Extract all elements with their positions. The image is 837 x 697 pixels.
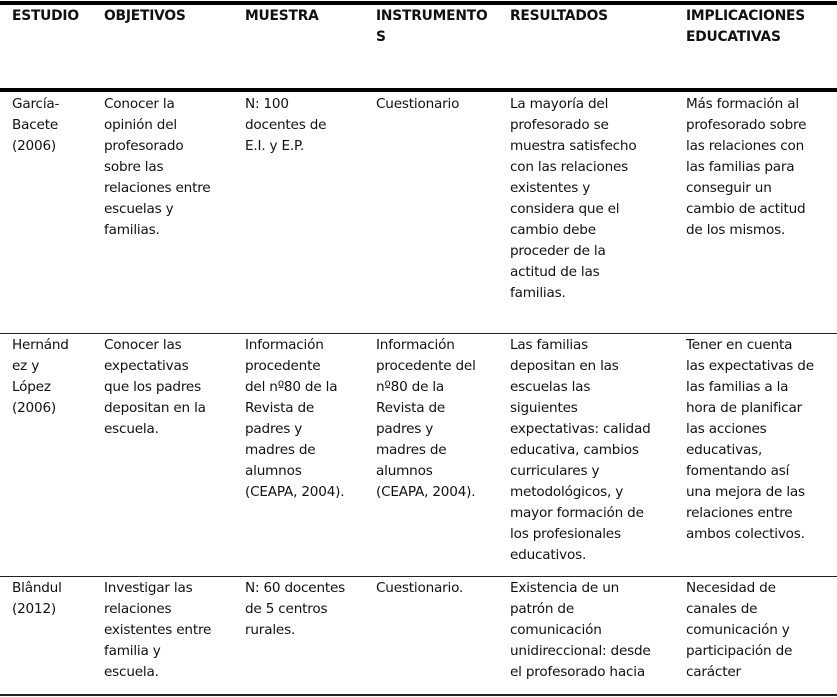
header-estudio: ESTUDIO — [12, 8, 79, 24]
header-bottom-border — [0, 88, 837, 92]
cell-instrumentos: Cuestionario — [376, 96, 460, 112]
cell-objetivos: Conocer la opinión del profesorado sobre las relaciones entre escuelas y familias. — [104, 96, 211, 238]
cell-estudio: Hernánd ez y López (2006) — [12, 337, 69, 416]
cell-implicaciones: Más formación al profesorado sobre las relaciones con las familias para conseguir un cambio de actitud de los mismos. — [686, 96, 807, 238]
cell-instrumentos: Cuestionario. — [376, 580, 464, 596]
header-implicaciones: IMPLICACIONES EDUCATIVAS — [686, 8, 805, 45]
cell-muestra: N: 100 docentes de E.I. y E.P. — [245, 96, 327, 154]
cell-implicaciones: Necesidad de canales de comunicación y participación de carácter — [686, 580, 793, 680]
cell-objetivos: Conocer las expectativas que los padres depositan en la escuela. — [104, 337, 206, 437]
cell-muestra: N: 60 docentes de 5 centros rurales. — [245, 580, 346, 638]
cell-resultados: La mayoría del profesorado se muestra satisfecho con las relaciones existentes y considera que el cambio debe proceder de la actitud de las familias. — [510, 96, 637, 301]
row-divider — [0, 333, 837, 334]
cell-estudio: García- Bacete (2006) — [12, 96, 60, 154]
header-muestra: MUESTRA — [245, 8, 319, 24]
cell-objetivos: Investigar las relaciones existentes entre familia y escuela. — [104, 580, 212, 680]
cell-estudio: Blândul (2012) — [12, 580, 62, 617]
cell-muestra: Información procedente del nº80 de la Revista de padres y madres de alumnos (CEAPA, 2004). — [245, 337, 345, 500]
cell-implicaciones: Tener en cuenta las expectativas de las familias a la hora de planificar las acciones educativas, fomentando así una mejora de las relaciones entre ambos colectivos. — [686, 337, 814, 542]
cell-resultados: Existencia de un patrón de comunicación unidireccional: desde el profesorado hacia — [510, 580, 651, 680]
cell-resultados: Las familias depositan en las escuelas las siguientes expectativas: calidad educativa, cambios curriculares y metodológicos, y mayor formación de los profesionales educativos. — [510, 337, 651, 563]
header-objetivos: OBJETIVOS — [104, 8, 186, 24]
header-resultados: RESULTADOS — [510, 8, 608, 24]
header-instrumentos: INSTRUMENTO S — [376, 8, 488, 45]
cell-instrumentos: Información procedente del nº80 de la Revista de padres y madres de alumnos (CEAPA, 2004). — [376, 337, 476, 500]
row-divider — [0, 576, 837, 577]
table-bottom-border — [0, 694, 837, 696]
table-top-border — [0, 1, 837, 5]
